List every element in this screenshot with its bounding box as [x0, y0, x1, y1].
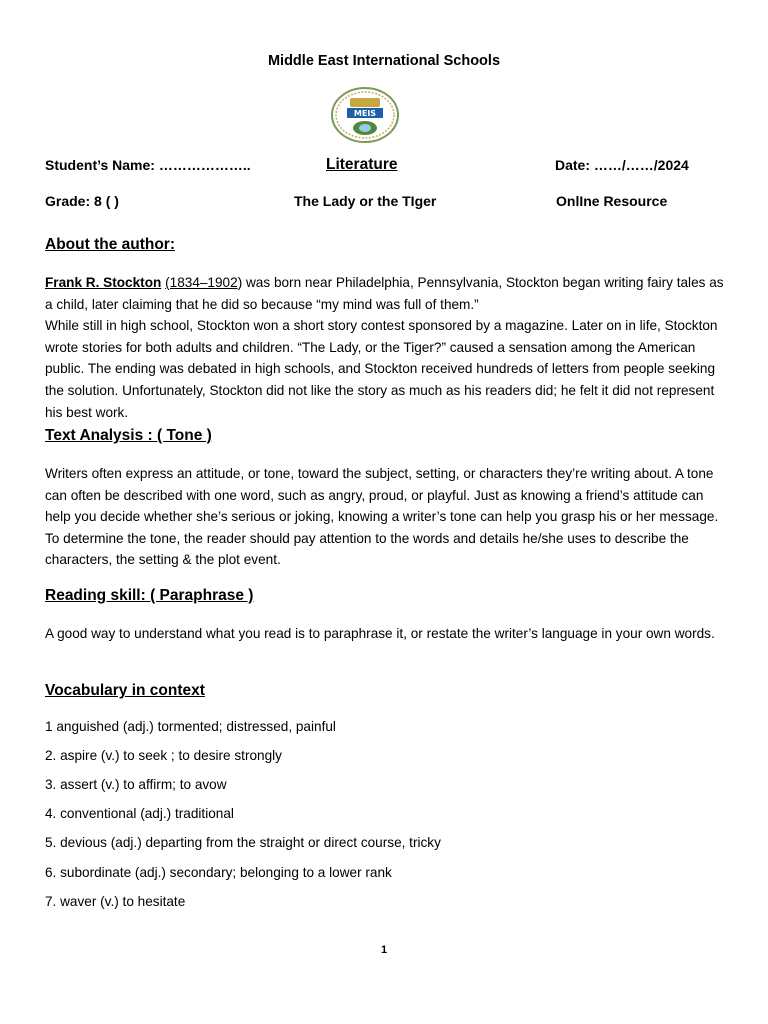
- vocab-item: 7. waver (v.) to hesitate: [45, 894, 186, 909]
- vocab-item: 1 anguished (adj.) tormented; distressed, painful: [45, 719, 336, 734]
- vocabulary-heading: Vocabulary in context: [45, 682, 205, 699]
- text-analysis-heading: Text Analysis : ( Tone ): [45, 427, 212, 444]
- vocab-item: 5. devious (adj.) departing from the straight or direct course, tricky: [45, 835, 441, 850]
- vocab-item: 2. aspire (v.) to seek ; to desire strongly: [45, 748, 282, 763]
- school-logo: [330, 86, 400, 144]
- svg-text:MEIS: MEIS: [353, 109, 377, 118]
- resource-label: OnlIne Resource: [556, 193, 668, 209]
- story-title: The Lady or the TIger: [294, 193, 437, 209]
- about-author-text: [45, 272, 731, 423]
- school-name: Middle East International Schools: [267, 53, 501, 69]
- reading-skill-body: A good way to understand what you read is to paraphrase it, or restate the writer’s language in your own words.: [45, 626, 715, 641]
- about-author-heading: About the author:: [45, 236, 176, 253]
- vocab-item: 6. subordinate (adj.) secondary; belonging to a lower rank: [45, 865, 392, 880]
- author-name: Frank R. Stockton: [45, 275, 162, 290]
- author-bio-paragraph: While still in high school, Stockton won a short story contest sponsored by a magazine. Later on in life, Stockton wrote stories for both adults and children. “The Lady, or the Tiger?” caused a sensation among the American public. The ending was debated in high schools, and Stockton received hundreds of letters from people seeking the solution. Unfortunately, Stockton did not like the story as much as his readers did; he felt it did not represent his best work.: [45, 318, 718, 420]
- page-number: 1: [380, 944, 388, 956]
- grade-label: Grade: 8 ( ): [45, 193, 119, 209]
- subject-title: Literature: [326, 156, 398, 173]
- vocab-item: 3. assert (v.) to affirm; to avow: [45, 777, 227, 792]
- text-analysis-body: Writers often express an attitude, or tone, toward the subject, setting, or characters they’re writing about. A tone can often be described with one word, such as angry, proud, or playful. Just as knowing a friend’s attitude can help you decide whether she’s serious or joking, knowing a writer’s tone can help you grasp his or her message. To determine the tone, the reader should pay attention to the words and details he/she uses to describe the characters, the setting & the plot event.: [45, 466, 719, 568]
- author-years: (1834–1902: [165, 275, 238, 290]
- reading-skill-heading: Reading skill: ( Paraphrase ): [45, 587, 254, 604]
- student-name-label: Student’s Name: ………………..: [45, 157, 251, 173]
- date-label: Date: ……/……/2024: [555, 157, 689, 173]
- vocab-item: 4. conventional (adj.) traditional: [45, 806, 234, 821]
- author-bio-line: ) was born near Philadelphia, Pennsylvania, Stockton began writing fairy tales as a child, later claiming that he did so because “my mind was full of them.”: [45, 275, 724, 312]
